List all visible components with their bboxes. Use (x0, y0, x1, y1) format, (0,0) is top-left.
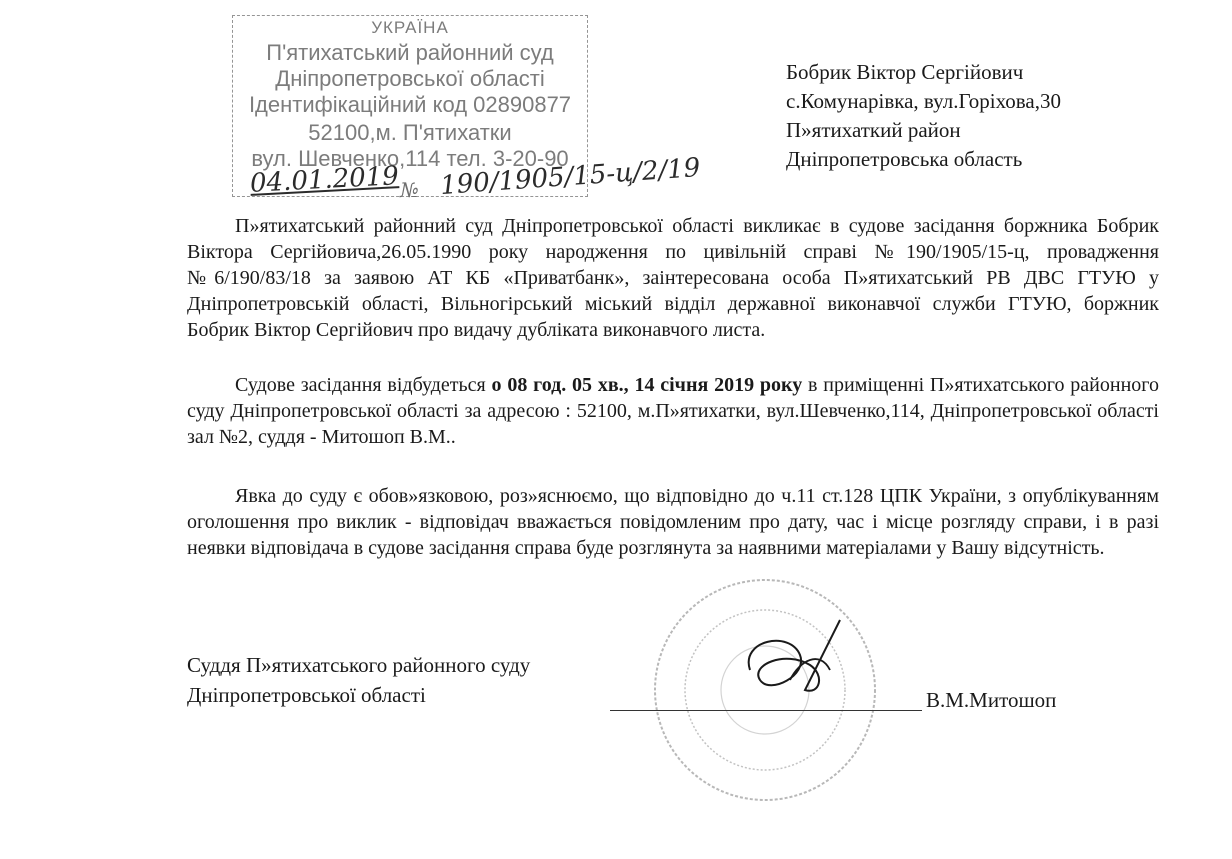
hearing-paragraph (187, 372, 1159, 450)
handwritten-date: 04.01.2019 (249, 161, 400, 199)
addressee-name: Бобрик Віктор Сергійович (786, 60, 1024, 84)
stamp-line: П'ятихатський районний суд (266, 40, 554, 65)
handwritten-reg-number: 190/1905/15-ц/2/19 (439, 152, 702, 202)
addressee-district: П»ятихаткий район (786, 118, 961, 142)
signature-line (610, 710, 922, 711)
hearing-datetime: о 08 год. 05 хв., 14 січня 2019 року (491, 374, 803, 396)
handwritten-signature (730, 610, 870, 720)
judge-name: В.М.Митошоп (926, 688, 1057, 712)
judge-title-line: Дніпропетровської області (187, 683, 426, 707)
judge-title (187, 650, 530, 710)
judge-title-line: Суддя П»ятихатського районного суду (187, 653, 531, 677)
summons-text: П»ятихатський районний суд Дніпропетровської області викликає в судове засідання боржника Бобрик Віктора Сергійовича,26.05.1990 року народження по цивільній справі №190/1905/15-ц, провадження №6/190/83/18 за заявою АТ КБ «Приватбанк», заінтересована особа П»ятихатський РВ ДВС ГТУЮ у Дніпропетровській області, Вільногірський міський відділ державної виконавчої служби ГТУЮ, боржник Бобрик Віктор Сергійович про видачу дубліката виконавчого листа. (187, 215, 1159, 341)
addressee-region: Дніпропетровська область (786, 147, 1023, 171)
stamp-line: вул. Шевченко,114 тел. 3-20-90 (251, 146, 569, 171)
summons-paragraph (187, 213, 1159, 343)
hearing-text-post: в приміщенні П»ятихатського районного суду Дніпропетровської області за адресою : 52100, м.П»ятихатки, вул.Шевченко,114, Дніпропетровської області зал №2, суддя - Митошоп В.М.. (187, 374, 1159, 448)
hearing-text-pre: Судове засідання відбудеться (235, 374, 486, 396)
attendance-paragraph (187, 483, 1159, 561)
stamp-line: Дніпропетровської області (275, 66, 545, 91)
stamp-line: Ідентифікаційний код 02890877 (248, 92, 572, 117)
stamp-line: 52100,м. П'ятихатки (308, 120, 512, 145)
attendance-text: Явка до суду є обов»язковою, роз»яснюємо, що відповідно до ч.11 ст.128 ЦПК України, з опублікуванням оголошення про виклик - відповідач вважається повідомленим про дату, час і місце розгляду справи, і в разі неявки відповідача в судове засідання справа буде розглянута за наявними матеріалами у Вашу відсутність. (187, 485, 1159, 559)
addressee-block (786, 58, 1061, 174)
stamp-line: УКРАЇНА (371, 18, 449, 37)
addressee-address: с.Комунарівка, вул.Горіхова,30 (786, 89, 1061, 113)
reg-number-prefix: № (400, 178, 419, 202)
